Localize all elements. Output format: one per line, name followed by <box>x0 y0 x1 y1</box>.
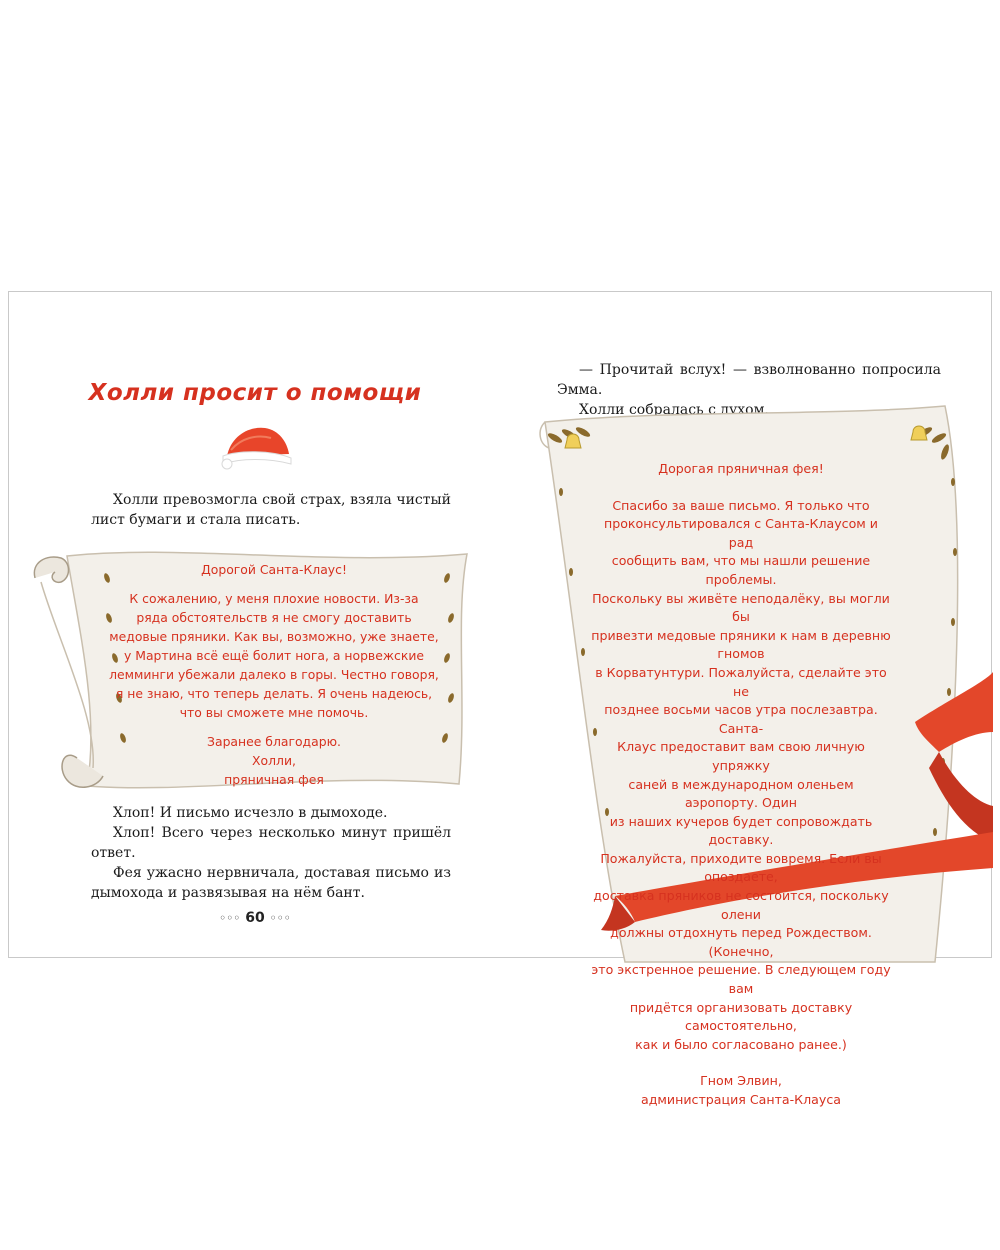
letter-line: Спасибо за ваше письмо. Я только что <box>612 497 870 513</box>
ornament-left: ◦◦◦ <box>219 911 241 925</box>
letter-line: Поскольку вы живёте неподалёку, вы могли бы <box>592 590 890 625</box>
letter-line: позднее восьми часов утра послезавтра. Санта- <box>604 702 878 736</box>
after-letter-text <box>91 803 451 903</box>
paragraph: Холли собралась с духом. <box>579 402 769 418</box>
letter-line: придётся организовать доставку самостоятельно, <box>629 999 853 1034</box>
letter-line: я не знаю, что теперь делать. Я очень надеюсь, <box>115 686 433 701</box>
letter-signature-title: администрация Санта-Клауса <box>641 1092 841 1107</box>
letter-line: что вы сможете мне помочь. <box>179 705 369 720</box>
letter-line: это экстренное решение. В следующем году вам <box>591 962 891 997</box>
letter-line: лемминги убежали далеко в горы. Честно говоря, <box>109 667 439 682</box>
letter-line: в Корватунтури. Пожалуйста, сделайте это не <box>595 664 887 699</box>
page-number-value: 60 <box>245 910 265 926</box>
letter-signature-title: пряничная фея <box>224 772 324 787</box>
letter-line: как и было согласовано ранее.) <box>635 1036 847 1052</box>
letter-line: доставка пряников не состоится, поскольку олени <box>593 888 889 922</box>
paragraph: Хлоп! Всего через несколько минут пришёл ответ. <box>91 825 451 861</box>
letter-signature-name: Гном Элвин, <box>700 1073 782 1089</box>
letter-line: ряда обстоятельств я не смогу доставить <box>136 610 412 625</box>
paragraph: Хлоп! И письмо исчезло в дымоходе. <box>113 805 388 821</box>
letter-line: медовые пряники. Как вы, возможно, уже знаете, <box>109 629 439 644</box>
paragraph: — Прочитай вслух! — взволнованно попросила Эмма. <box>557 362 941 398</box>
letter-salutation: Дорогая пряничная фея! <box>658 461 824 476</box>
intro-paragraph <box>91 490 451 530</box>
letter-to-santa <box>109 560 439 789</box>
letter-line: у Мартина всё ещё болит нога, а норвежские <box>123 648 424 663</box>
letter-line: проконсультировался с Санта-Клаусом и рад <box>604 516 878 550</box>
reply-letter <box>591 460 891 1110</box>
letter-line: К сожалению, у меня плохие новости. Из-за <box>129 591 419 606</box>
letter-line: сообщить вам, что мы нашли решение проблемы. <box>611 553 871 587</box>
right-page <box>501 292 993 1107</box>
letter-line: Клаус предоставит вам свою личную упряжку <box>617 739 865 773</box>
paragraph: Фея ужасно нервничала, доставая письмо из дымохода и развязывая на нём бант. <box>91 865 451 901</box>
letter-salutation: Дорогой Санта-Клаус! <box>201 562 347 577</box>
letter-line: из наших кучеров будет сопровождать доставку. <box>609 813 873 848</box>
book-spread <box>8 291 992 1107</box>
ornament-right: ◦◦◦ <box>269 911 291 925</box>
page-number <box>9 910 501 926</box>
letter-line: привезти медовые пряники к нам в деревню гномов <box>591 627 891 662</box>
left-page <box>9 292 501 957</box>
santa-hat-icon <box>219 420 297 470</box>
letter-line: должны отдохнуть перед Рождеством. (Конечно, <box>610 925 872 959</box>
letter-line: Пожалуйста, приходите вовремя. Если вы опоздаете, <box>600 850 882 885</box>
letter-line: саней в международном оленьем аэропорту. Один <box>628 776 854 811</box>
chapter-title: Холли просит о помощи <box>88 380 422 406</box>
letter-signature-name: Холли, <box>252 753 296 768</box>
letter-closing: Заранее благодарю. <box>207 734 341 749</box>
intro-text: Холли превозмогла свой страх, взяла чистый лист бумаги и стала писать. <box>91 492 451 528</box>
